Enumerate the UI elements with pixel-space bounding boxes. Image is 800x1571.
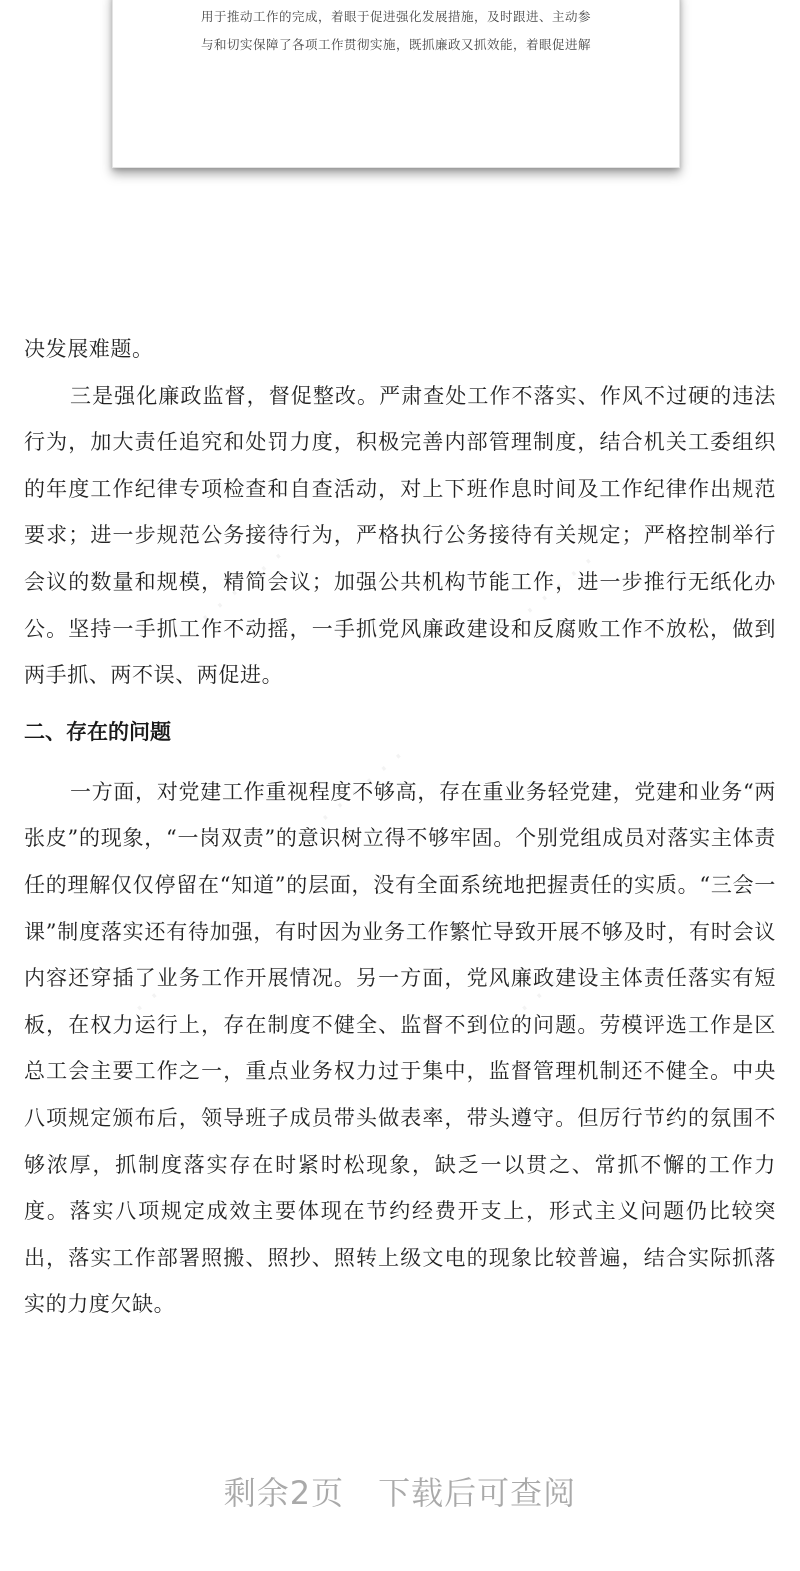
- remaining-pages-banner[interactable]: [0, 1468, 800, 1514]
- preview-text-line: 用于推动工作的完成，着眼于促进强化发展措施，及时跟进、主动参: [200, 9, 591, 24]
- paragraph: 一方面，对党建工作重视程度不够高，存在重业务轻党建，党建和业务“两张皮”的现象，“一岗双责”的意识树立得不够牢固。个别党组成员对落实主体责任的理解仅仅停留在“知道”的层面，没有全面系统地把握责任的实质。“三会一课”制度落实还有待加强，有时因为业务工作繁忙导致开展不够及时，有时会议内容还穿插了业务工作开展情况。另一方面，党风廉政建设主体责任落实有短板，在权力运行上，存在制度不健全、监督不到位的问题。劳模评选工作是区总工会主要工作之一，重点业务权力过于集中，监督管理机制还不健全。中央八项规定颁布后，领导班子成员带头做表率，带头遵守。但厉行节约的氛围不够浓厚，抓制度落实存在时紧时松现象，缺乏一以贯之、常抓不懈的工作力度。落实八项规定成效主要体现在节约经费开支上，形式主义问题仍比较突出，落实工作部署照搬、照抄、照转上级文电的现象比较普遍，结合实际抓落实的力度欠缺。: [24, 779, 776, 1317]
- watermark: · · · · · ·: [311, 740, 414, 835]
- watermark: · · · · · ·: [501, 545, 604, 640]
- remaining-pages-label: 剩余2页: [223, 1474, 345, 1512]
- watermark: · · · · · ·: [96, 955, 199, 1050]
- paragraph: 三是强化廉政监督，督促整改。严肃查处工作不落实、作风不过硬的违法行为，加大责任追究和处罚力度，积极完善内部管理制度，结合机关工委组织的年度工作纪律专项检查和自查活动，对上下班作息时间及工作纪律作出规范要求；进一步规范公务接待行为，严格执行公务接待有关规定；严格控制举行会议的数量和规模，精简会议；加强公共机构节能工作，进一步推行无纸化办公。坚持一手抓工作不动摇，一手抓党风廉政建设和反腐败工作不放松，做到两手抓、两不误、两促进。: [24, 383, 776, 688]
- watermark: · · · · · ·: [481, 955, 584, 1050]
- paragraph: 决发展难题。: [24, 337, 154, 361]
- document-body: [24, 326, 776, 1328]
- section-heading: 二、存在的问题: [24, 719, 171, 744]
- document-preview-card: [112, 0, 680, 168]
- watermark: · · · · · ·: [191, 540, 294, 635]
- preview-text-line: 与和切实保障了各项工作贯彻实施，既抓廉政又抓效能，着眼促进解: [200, 37, 591, 52]
- download-hint-label: 下载后可查阅: [378, 1474, 577, 1512]
